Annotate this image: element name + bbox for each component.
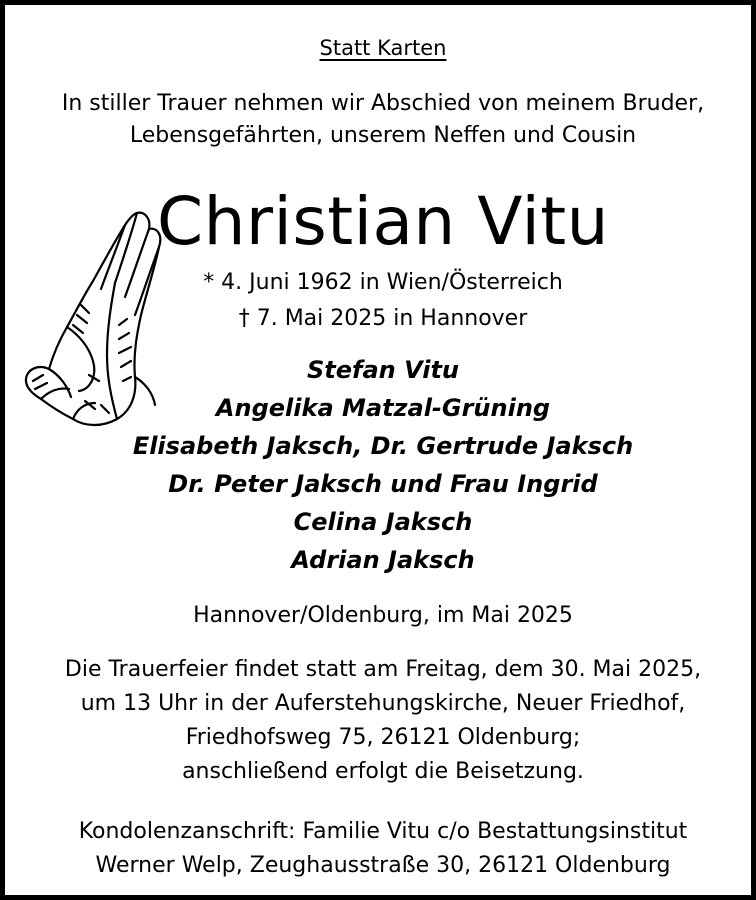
notice-heading: Statt Karten [319,36,447,60]
place-date: Hannover/Oldenburg, im Mai 2025 [193,603,573,628]
mourner-name: Celina Jaksch [293,508,473,536]
intro-line-2: Lebensgefährten, unserem Neffen und Cousin [129,123,637,148]
mourner-name: Dr. Peter Jaksch und Frau Ingrid [168,470,598,498]
deceased-name: Christian Vitu [157,183,609,260]
mourner-name: Stefan Vitu [306,356,460,384]
intro-line-1: In stiller Trauer nehmen wir Abschied von meinem Bruder, [61,91,705,116]
mourner-name: Elisabeth Jaksch, Dr. Gertrude Jaksch [132,432,634,460]
condolence-line-1: Kondolenzanschrift: Familie Vitu c/o Bestattungsinstitut [78,819,688,844]
funeral-line-4: anschließend erfolgt die Beisetzung. [182,759,584,784]
mourner-name: Angelika Matzal-Grüning [215,394,551,422]
funeral-line-2: um 13 Uhr in der Auferstehungskirche, Neuer Friedhof, [80,691,686,716]
mourner-name: Adrian Jaksch [291,546,475,574]
birth-date: * 4. Juni 1962 in Wien/Österreich [203,270,563,295]
death-date: † 7. Mai 2025 in Hannover [238,306,528,331]
condolence-line-2: Werner Welp, Zeughausstraße 30, 26121 Oldenburg [95,853,671,878]
funeral-line-1: Die Trauerfeier findet statt am Freitag, dem 30. Mai 2025, [64,657,702,682]
funeral-line-3: Friedhofsweg 75, 26121 Oldenburg; [185,725,581,750]
